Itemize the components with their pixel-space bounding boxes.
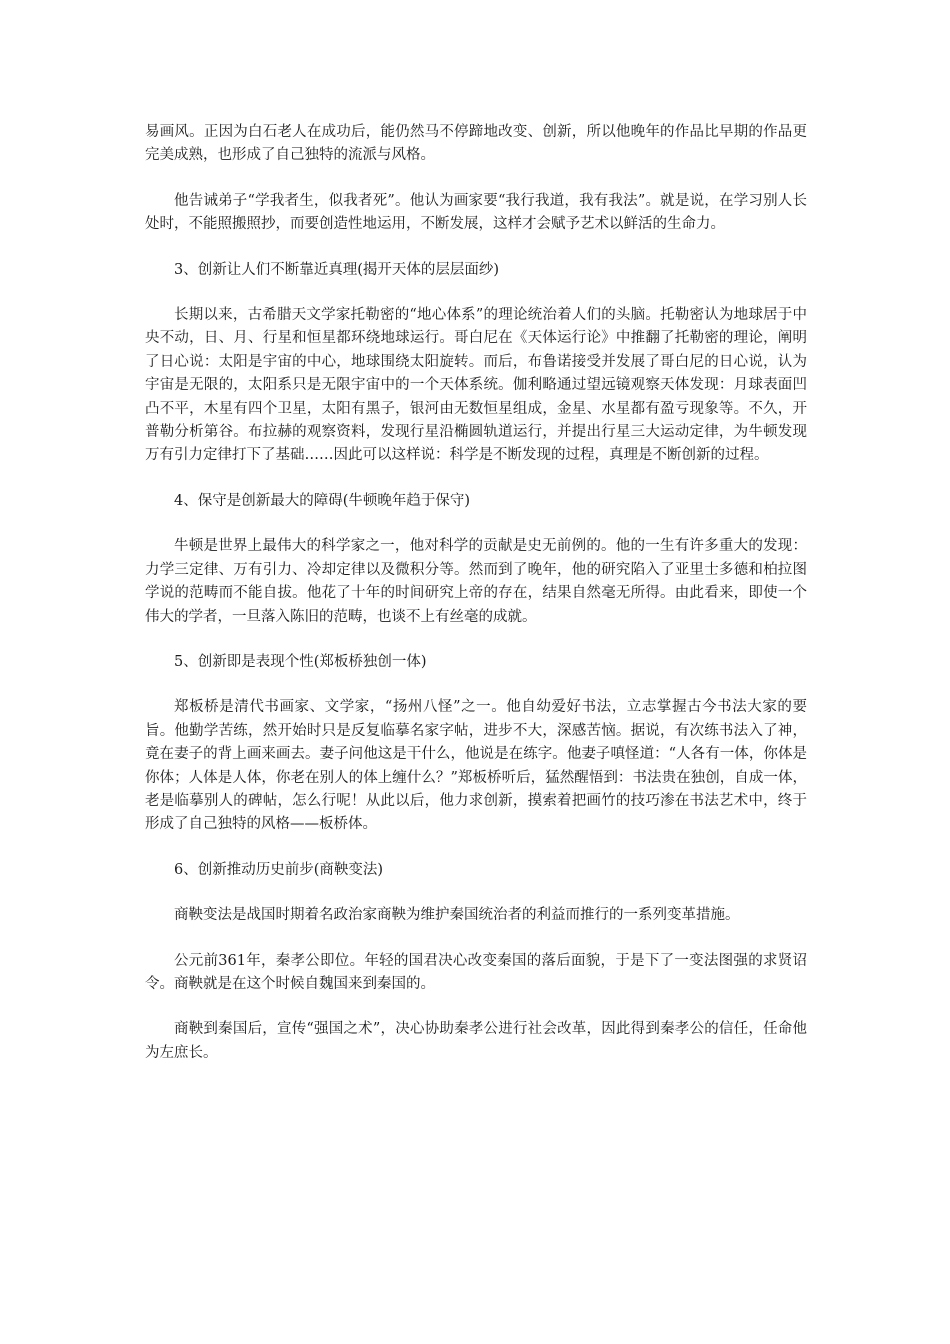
- paragraph-zheng-banqiao: 郑板桥是清代书画家、文学家，“扬州八怪”之一。他自幼爱好书法，立志掌握古今书法大家的要旨。他勤学苦练，然开始时只是反复临摹名家字帖，进步不大，深感苦恼。据说，有次练书法入了神，竟在妻子的背上画来画去。妻子问他这是干什么，他说是在练字。他妻子嗔怪道：“人各有一体，你体是你体；人体是人体，你老在别人的体上缠什么？”郑板桥听后，猛然醒悟到：书法贵在独创，自成一体，老是临摹别人的碑帖，怎么行呢！从此以后，他力求创新，摸索着把画竹的技巧渗在书法艺术中，终于形成了自己独特的风格——板桥体。: [145, 699, 807, 833]
- paragraph-celestial-truth: 长期以来，古希腊天文学家托勒密的“地心体系”的理论统治着人们的头脑。托勒密认为地球居于中央不动，日、月、行星和恒星都环绕地球运行。哥白尼在《天体运行论》中推翻了托勒密的理论，阐明了日心说：太阳是宇宙的中心，地球围绕太阳旋转。而后，布鲁诺接受并发展了哥白尼的日心说，认为宇宙是无限的，太阳系只是无限宇宙中的一个天体系统。伽利略通过望远镜观察天体发现：月球表面凹凸不平，木星有四个卫星，太阳有黑子，银河由无数恒星组成，金星、水星都有盈亏现象等。不久，开普勒分析第谷。布拉赫的观察资料，发现行星沿椭圆轨道运行，并提出行星三大运动定律，为牛顿发现万有引力定律打下了基础……因此可以这样说：科学是不断发现的过程，真理是不断创新的过程。: [145, 307, 807, 464]
- document-body: [145, 121, 807, 1087]
- paragraph-qin-xiaogong: 公元前361年，秦孝公即位。年轻的国君决心改变秦国的落后面貌，于是下了一变法图强的求贤诏令。商鞅就是在这个时候自魏国来到秦国的。: [145, 952, 807, 992]
- paragraph-newton: 牛顿是世界上最伟大的科学家之一，他对科学的贡献是史无前例的。他的一生有许多重大的发现：力学三定律、万有引力、冷却定律以及微积分等。然而到了晚年，他的研究陷入了亚里士多德和柏拉图学说的范畴而不能自拔。他花了十年的时间研究上帝的存在，结果自然毫无所得。由此看来，即使一个伟大的学者，一旦落入陈旧的范畴，也谈不上有丝毫的成就。: [145, 538, 807, 625]
- paragraph-continuation: 易画风。正因为白石老人在成功后，能仍然马不停蹄地改变、创新，所以他晚年的作品比早期的作品更完美成熟，也形成了自己独特的流派与风格。: [145, 124, 807, 164]
- paragraph-student-advice: 他告诫弟子“学我者生，似我者死”。他认为画家要“我行我道，我有我法”。就是说，在学习别人长处时，不能照搬照抄，而要创造性地运用，不断发展，这样才会赋予艺术以鲜活的生命力。: [145, 192, 807, 233]
- paragraph-shang-yang-intro: 商鞅变法是战国时期着名政治家商鞅为维护秦国统治者的利益而推行的一系列变革措施。: [174, 907, 740, 924]
- section-heading-5: 5、创新即是表现个性(郑板桥独创一体): [174, 653, 427, 670]
- section-heading-4: 4、保守是创新最大的障碍(牛顿晚年趋于保守): [174, 492, 471, 509]
- paragraph-shang-yang-reform: 商鞅到秦国后，宣传“强国之术”，决心协助秦孝公进行社会改革，因此得到秦孝公的信任，任命他为左庶长。: [145, 1021, 807, 1061]
- section-heading-3: 3、创新让人们不断靠近真理(揭开天体的层层面纱): [174, 261, 500, 278]
- section-heading-6: 6、创新推动历史前步(商鞅变法): [174, 861, 384, 878]
